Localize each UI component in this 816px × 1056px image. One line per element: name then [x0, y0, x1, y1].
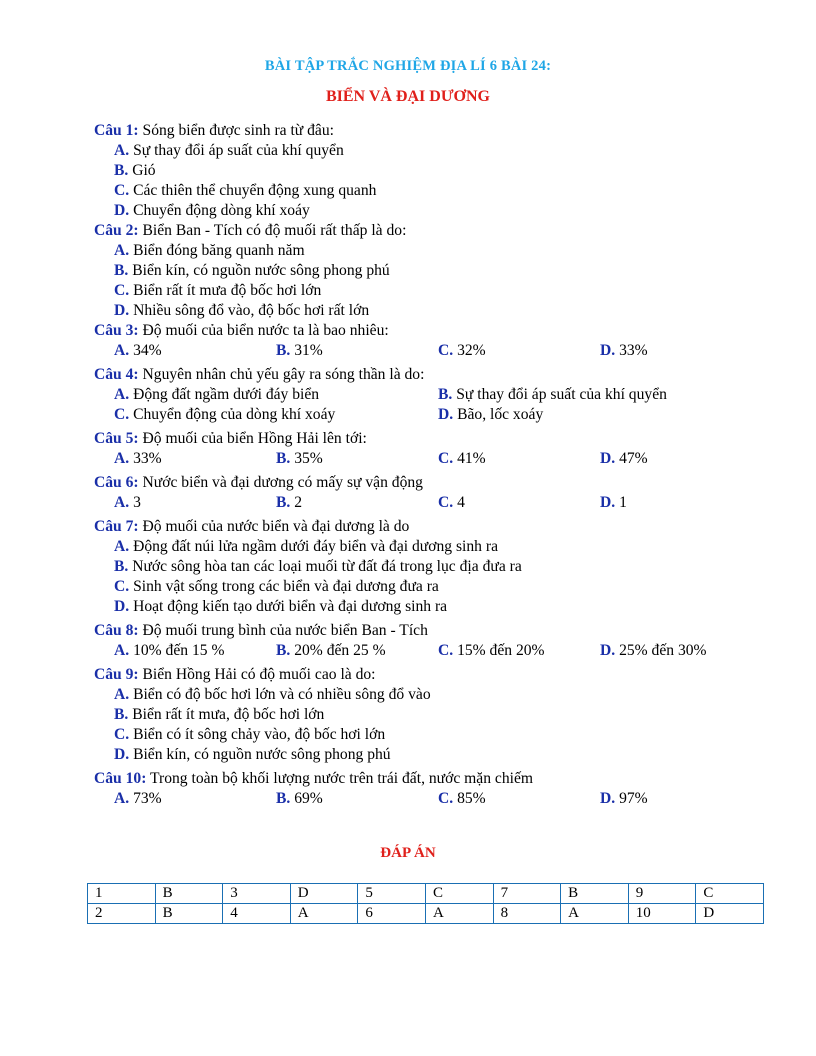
option-c: C. Biển rất ít mưa độ bốc hơi lớn [114, 282, 322, 299]
document-title: BÀI TẬP TRẮC NGHIỆM ĐỊA LÍ 6 BÀI 24: [264, 58, 552, 74]
question-label: Câu 6: [94, 474, 139, 491]
option-d: D. 47% [600, 450, 648, 467]
question-label: Câu 10: [94, 770, 147, 787]
question-text: Trong toàn bộ khối lượng nước trên trái đất, nước mặn chiếm [146, 770, 534, 787]
option-a: A. 3 [114, 494, 141, 511]
question-label: Câu 7: [94, 518, 139, 535]
table-cell: 8 [493, 904, 561, 924]
option-c: C. Biển có ít sông chảy vào, độ bốc hơi lớn [114, 726, 386, 743]
table-cell: D [696, 904, 764, 924]
question-label: Câu 4: [94, 366, 139, 383]
table-cell: B [155, 884, 223, 904]
question-text: Độ muối của nước biển và đại dương là do [138, 518, 410, 535]
table-cell: 7 [493, 884, 561, 904]
option-b: B. 31% [276, 342, 323, 359]
option-a: A. Động đất ngầm dưới đáy biển [114, 386, 320, 403]
question-text: Độ muối trung bình của nước biển Ban - Tích [138, 622, 428, 639]
question-label: Câu 8: [94, 622, 139, 639]
option-row [94, 789, 784, 809]
option-row [94, 493, 784, 513]
option-a: A. 33% [114, 450, 162, 467]
question-text: Nước biển và đại dương có mấy sự vận động [138, 474, 423, 491]
question-text: Độ muối của biển Hồng Hải lên tới: [138, 430, 367, 447]
table-cell: A [425, 904, 493, 924]
option-d: D. 33% [600, 342, 648, 359]
table-cell: B [561, 884, 629, 904]
option-b: B. Biển kín, có nguồn nước sông phong phú [114, 262, 390, 279]
option-c: C. 15% đến 20% [438, 642, 545, 659]
option-d: D. 97% [600, 790, 648, 807]
question-text: Sóng biển được sinh ra từ đâu: [138, 122, 334, 139]
option-b: B. Nước sông hòa tan các loại muối từ đất đá trong lục địa đưa ra [114, 558, 522, 575]
option-c: C. Chuyển động của dòng khí xoáy [114, 406, 336, 423]
option-b: B. Sự thay đổi áp suất của khí quyển [438, 386, 667, 403]
question-label: Câu 3: [94, 322, 139, 339]
option-b: B. Gió [114, 162, 156, 179]
option-a: A. 73% [114, 790, 162, 807]
option-c: C. 41% [438, 450, 486, 467]
option-d: D. Biển kín, có nguồn nước sông phong phú [114, 746, 391, 763]
question-1 [94, 121, 784, 221]
table-cell: A [561, 904, 629, 924]
option-b: B. 2 [276, 494, 303, 511]
option-d: D. Bão, lốc xoáy [438, 406, 544, 423]
question-label: Câu 2: [94, 222, 139, 239]
question-2 [94, 221, 784, 321]
question-text: Biển Ban - Tích có độ muối rất thấp là do: [138, 222, 407, 239]
question-3 [94, 321, 784, 361]
option-a: A. 10% đến 15 % [114, 642, 225, 659]
question-5 [94, 429, 784, 469]
question-text: Nguyên nhân chủ yếu gây ra sóng thần là do: [138, 366, 425, 383]
question-9 [94, 665, 784, 765]
option-row [94, 385, 784, 405]
table-cell: C [425, 884, 493, 904]
table-row [88, 904, 764, 924]
answer-table [87, 883, 764, 924]
option-b: B. 35% [276, 450, 323, 467]
table-cell: C [696, 884, 764, 904]
table-row [88, 884, 764, 904]
table-cell: D [290, 884, 358, 904]
option-c: C. Các thiên thể chuyển động xung quanh [114, 182, 377, 199]
table-cell: 3 [223, 884, 291, 904]
option-a: A. Sự thay đổi áp suất của khí quyển [114, 142, 344, 159]
question-4 [94, 365, 784, 425]
question-label: Câu 5: [94, 430, 139, 447]
option-b: B. 20% đến 25 % [276, 642, 386, 659]
option-d: D. Nhiều sông đổ vào, độ bốc hơi rất lớn [114, 302, 370, 319]
table-cell: 4 [223, 904, 291, 924]
table-cell: 5 [358, 884, 426, 904]
question-list [94, 121, 784, 809]
question-text: Biển Hồng Hải có độ muối cao là do: [138, 666, 376, 683]
option-row [94, 449, 784, 469]
question-text: Độ muối của biển nước ta là bao nhiêu: [138, 322, 389, 339]
option-c: C. 85% [438, 790, 486, 807]
question-7 [94, 517, 784, 617]
option-row [94, 641, 784, 661]
option-c: C. 4 [438, 494, 465, 511]
table-cell: 6 [358, 904, 426, 924]
document-subtitle: BIỂN VÀ ĐẠI DƯƠNG [325, 88, 490, 105]
option-a: A. 34% [114, 342, 162, 359]
option-c: C. 32% [438, 342, 486, 359]
table-cell: B [155, 904, 223, 924]
option-a: A. Biển đóng băng quanh năm [114, 242, 305, 259]
option-row [94, 405, 784, 425]
table-cell: A [290, 904, 358, 924]
question-label: Câu 9: [94, 666, 139, 683]
option-row [94, 341, 784, 361]
option-a: A. Biển có độ bốc hơi lớn và có nhiều sông đổ vào [114, 686, 431, 703]
question-8 [94, 621, 784, 661]
question-10 [94, 769, 784, 809]
option-d: D. 1 [600, 494, 627, 511]
question-6 [94, 473, 784, 513]
table-cell: 10 [628, 904, 696, 924]
table-cell: 9 [628, 884, 696, 904]
option-a: A. Động đất núi lửa ngầm dưới đáy biển và đại dương sinh ra [114, 538, 498, 555]
option-d: D. 25% đến 30% [600, 642, 707, 659]
table-cell: 2 [88, 904, 156, 924]
option-c: C. Sinh vật sống trong các biển và đại dương đưa ra [114, 578, 439, 595]
answers-heading: ĐÁP ÁN [380, 845, 436, 861]
option-b: B. Biển rất ít mưa, độ bốc hơi lớn [114, 706, 325, 723]
option-d: D. Chuyển động dòng khí xoáy [114, 202, 310, 219]
option-b: B. 69% [276, 790, 323, 807]
question-label: Câu 1: [94, 122, 139, 139]
table-cell: 1 [88, 884, 156, 904]
option-d: D. Hoạt động kiến tạo dưới biển và đại dương sinh ra [114, 598, 448, 615]
